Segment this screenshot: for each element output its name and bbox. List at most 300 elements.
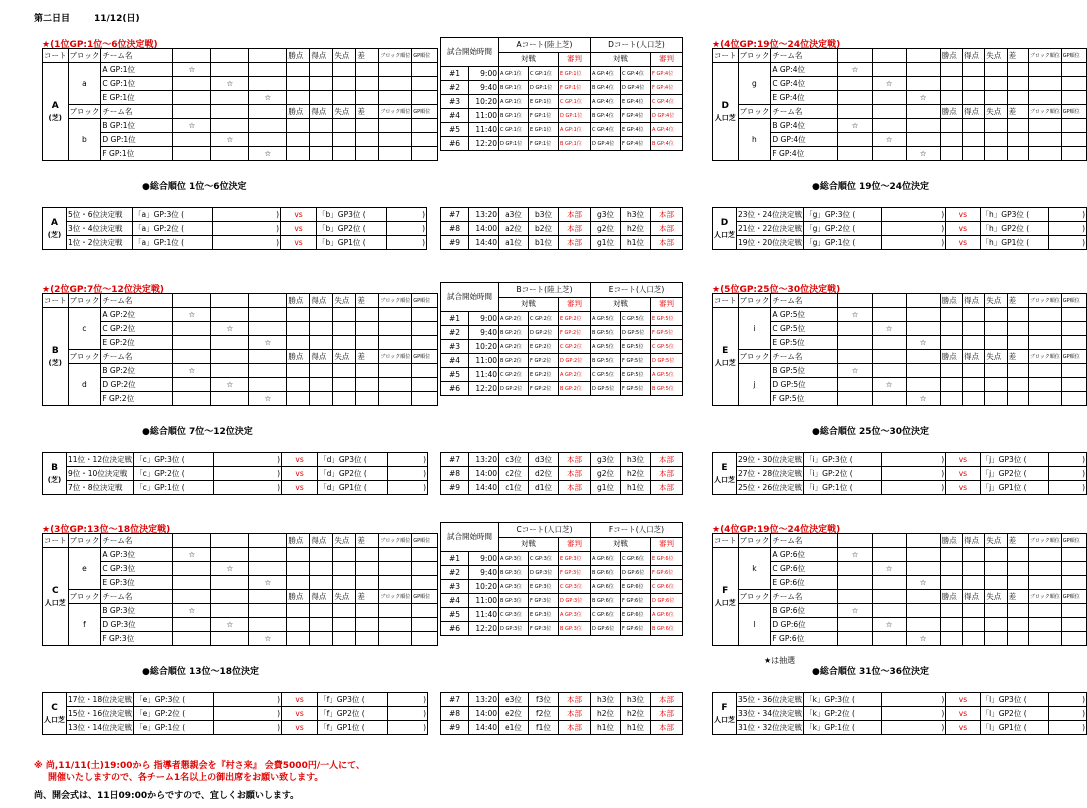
league-table [712,293,1087,406]
team-row [713,548,1087,562]
match-cell [906,63,940,77]
stat-cell [1028,147,1061,161]
final-left-close: ) [882,453,946,467]
referee: 本部 [651,208,683,222]
match-cell: ☆ [173,308,211,322]
start-time: 9:00 [469,67,499,81]
match-no: #3 [441,580,469,594]
stat-cell [1028,322,1061,336]
win-header: 勝点 [287,294,310,308]
stat-cell [963,77,985,91]
stat-cell [1007,77,1028,91]
ga-header: 失点 [985,49,1007,63]
team2: E GP:2位 [529,368,559,382]
team1: C GP:5位 [591,368,621,382]
team-row [43,119,438,133]
stat-cell [1061,308,1086,322]
stat-cell [985,322,1007,336]
team1: g3位 [591,453,621,467]
team1: e3位 [499,693,529,707]
stat-cell [940,77,962,91]
stat-cell [287,147,310,161]
court-header: コート [43,49,69,63]
final-label: 27位・28位決定戦 [737,467,804,481]
stat-cell [1028,392,1061,406]
vs-label: vs [946,208,980,222]
panel-title: ★(5位GP:25位〜30位決定戦) [712,285,841,295]
block-id: f [68,604,101,646]
stat-cell [333,548,356,562]
match-cell [211,364,249,378]
referee-header: 審判 [651,297,683,312]
match-no: #2 [441,81,469,95]
panel-title: ★(2位GP:7位〜12位決定戦) [42,285,164,295]
stat-cell [1061,576,1086,590]
match-no: #9 [441,236,469,250]
stat-cell [412,392,438,406]
win-header: 勝点 [287,49,310,63]
match-cell: ☆ [249,632,287,646]
gf-header: 得点 [963,105,985,119]
match-cell [906,308,940,322]
team2: E GP:2位 [529,340,559,354]
stat-cell [985,392,1007,406]
start-time: 10:20 [469,95,499,109]
match-cell: ☆ [838,548,872,562]
stat-cell [333,322,356,336]
team2: E GP:3位 [529,580,559,594]
final-left-close: ) [214,693,282,707]
team2: F GP:5位 [621,382,651,396]
block-header: ブロック [68,350,101,364]
start-time-header: 試合開始時間 [441,283,499,312]
match-no: #3 [441,95,469,109]
start-time: 10:20 [469,580,499,594]
gf-header: 得点 [963,590,985,604]
match-cell: ☆ [838,119,872,133]
final-row [713,467,1087,481]
schedule-row [441,137,683,151]
win-header: 勝点 [287,534,310,548]
match-header: 対戦 [499,52,559,67]
match-cell [249,308,287,322]
start-time: 9:40 [469,566,499,580]
stat-cell [287,632,310,646]
match-cell [249,364,287,378]
final-label: 7位・8位決定戦 [67,481,134,495]
final-right-close: ) [388,707,428,721]
team2: b2位 [529,222,559,236]
final-left-team: 「c」GP:2位 ( [134,467,214,481]
team-name: E GP:5位 [771,336,838,350]
stat-cell [356,632,379,646]
team-name: F GP:6位 [771,632,838,646]
referee: A GP:5位 [651,368,683,382]
block-rank-header: ブロック順位 [1028,590,1061,604]
stat-cell [1028,378,1061,392]
stat-cell [940,119,962,133]
team-row [43,91,438,105]
ga-header: 失点 [985,294,1007,308]
team2: E GP:4位 [621,95,651,109]
team-name: A GP:3位 [101,548,173,562]
final-left-close: ) [213,236,281,250]
match-cell: ☆ [173,604,211,618]
final-left-team: 「c」GP:1位 ( [134,481,214,495]
stat-cell [287,119,310,133]
match-cell: ☆ [249,576,287,590]
vs-label: vs [282,467,318,481]
start-time: 13:20 [469,693,499,707]
stat-cell [1007,133,1028,147]
block-rank-header: ブロック順位 [1028,105,1061,119]
team-name: F GP:3位 [101,632,173,646]
stat-cell [287,77,310,91]
final-right-close: ) [1049,481,1087,495]
start-time: 11:00 [469,594,499,608]
stat-cell [963,147,985,161]
diff-header: 差 [1007,590,1028,604]
stat-cell [1028,618,1061,632]
stat-cell [310,562,333,576]
schedule-row [441,95,683,109]
vs-label: vs [281,208,317,222]
final-left-close: ) [882,707,946,721]
team2: h2位 [621,222,651,236]
stat-cell [1061,604,1086,618]
match-no: #4 [441,354,469,368]
match-header: 対戦 [591,297,651,312]
stat-cell [356,604,379,618]
stat-cell [985,77,1007,91]
final-left-close: ) [882,467,946,481]
team1: h3位 [591,693,621,707]
stat-cell [985,91,1007,105]
final-right-team: 「f」GP2位 ( [318,707,388,721]
match-no: #1 [441,312,469,326]
referee-header: 審判 [559,537,591,552]
vs-label: vs [946,693,980,707]
team1: B GP:1位 [499,81,529,95]
referee: 本部 [559,721,591,735]
stat-cell [1028,364,1061,378]
stat-cell [1061,336,1086,350]
start-time: 11:40 [469,123,499,137]
stat-cell [310,604,333,618]
team1: g2位 [591,222,621,236]
team-header: チーム名 [771,590,838,604]
gp-rank-header: GP順位 [412,294,438,308]
stat-cell [333,147,356,161]
court2-header: Dコート(人口芝) [591,38,683,53]
team1: A GP:6位 [591,580,621,594]
match-cell [211,91,249,105]
stat-cell [356,147,379,161]
team1: D GP:5位 [591,382,621,396]
final-left-team: 「g」GP:2位 ( [804,222,882,236]
final-right-close: ) [1049,222,1087,236]
stat-cell [310,632,333,646]
stat-cell [1061,147,1086,161]
block-rank-header: ブロック順位 [379,590,412,604]
match-cell [173,392,211,406]
finals-court: D 人口芝 [713,208,737,250]
win-header: 勝点 [940,350,962,364]
panel-title: ★(4位GP:19位〜24位決定戦) [712,40,841,50]
start-time: 9:40 [469,81,499,95]
stat-cell [412,133,438,147]
final-right-close: ) [1049,236,1087,250]
stat-cell [333,576,356,590]
stat-cell [412,632,438,646]
court-header: コート [713,534,739,548]
stat-cell [310,147,333,161]
stat-cell [940,392,962,406]
stat-cell [940,322,962,336]
final-right-team: 「h」GP1位 ( [980,236,1049,250]
stat-cell [287,548,310,562]
team1: B GP:5位 [591,326,621,340]
court-header: コート [713,294,739,308]
stat-cell [1007,336,1028,350]
stat-cell [1061,63,1086,77]
match-cell: ☆ [211,378,249,392]
match-cell [173,91,211,105]
stat-cell [1028,77,1061,91]
gf-header: 得点 [310,105,333,119]
team-name: B GP:5位 [771,364,838,378]
stat-cell [287,562,310,576]
match-cell: ☆ [173,364,211,378]
finals-schedule-row [441,453,683,467]
page-date: 11/12(日) [94,14,140,24]
team2: E GP:6位 [621,580,651,594]
team2: D GP:6位 [621,566,651,580]
stat-cell [379,91,412,105]
stat-cell [940,308,962,322]
stat-cell [333,632,356,646]
final-label: 33位・34位決定戦 [737,707,804,721]
stat-cell [1028,63,1061,77]
block-id: h [738,119,771,161]
team1: A GP:6位 [591,552,621,566]
match-cell [838,77,872,91]
match-cell [872,336,906,350]
team1: a1位 [499,236,529,250]
stat-cell [985,562,1007,576]
team-row [713,308,1087,322]
team-row [43,322,438,336]
match-cell: ☆ [211,77,249,91]
court-cell: F 人口芝 [713,548,739,646]
gf-header: 得点 [963,49,985,63]
stat-cell [333,364,356,378]
block-rank-header: ブロック順位 [1028,350,1061,364]
final-left-team: 「e」GP:2位 ( [134,707,214,721]
final-left-close: ) [214,721,282,735]
league-table [42,293,438,406]
match-cell [838,632,872,646]
block-id: b [68,119,101,161]
team2: C GP:3位 [529,552,559,566]
referee: C GP:5位 [651,340,683,354]
final-right-close: ) [388,721,428,735]
stat-cell [985,364,1007,378]
finals-schedule-row [441,222,683,236]
block-rank-header: ブロック順位 [1028,534,1061,548]
panel-title: ★(4位GP:19位〜24位決定戦) [712,525,841,535]
referee: F GP:1位 [559,81,591,95]
stat-cell [1007,632,1028,646]
stat-cell [1028,562,1061,576]
team2: F GP:3位 [529,594,559,608]
referee: 本部 [559,222,591,236]
team-name: B GP:3位 [101,604,173,618]
referee: F GP:6位 [651,566,683,580]
stat-cell [310,336,333,350]
team2: C GP:5位 [621,312,651,326]
referee: A GP:3位 [559,608,591,622]
start-time: 9:00 [469,552,499,566]
referee-header: 審判 [651,537,683,552]
stat-cell [963,618,985,632]
match-cell [211,576,249,590]
match-cell [249,378,287,392]
stat-cell [940,548,962,562]
team-name: D GP:3位 [101,618,173,632]
final-row [43,208,427,222]
match-cell [906,133,940,147]
team1: C GP:3位 [499,608,529,622]
stat-cell [412,91,438,105]
stat-cell [412,336,438,350]
referee: 本部 [651,693,683,707]
final-row [713,236,1087,250]
team2: h3位 [621,693,651,707]
team1: B GP:4位 [591,109,621,123]
final-left-close: ) [213,222,281,236]
stat-cell [1028,576,1061,590]
stat-cell [333,119,356,133]
final-label: 9位・10位決定戦 [67,467,134,481]
match-cell [249,77,287,91]
stat-cell [379,336,412,350]
match-cell: ☆ [211,133,249,147]
overall-rank-caption: ●総合順位 31位〜36位決定 [812,667,930,677]
stat-cell [333,336,356,350]
team2: C GP:2位 [529,312,559,326]
referee-header: 審判 [559,297,591,312]
stat-cell [310,576,333,590]
final-right-team: 「f」GP3位 ( [318,693,388,707]
team2: C GP:6位 [621,552,651,566]
match-cell [211,308,249,322]
match-header: 対戦 [499,297,559,312]
final-label: 5位・6位決定戦 [67,208,133,222]
final-label: 15位・16位決定戦 [67,707,134,721]
vs-label: vs [281,236,317,250]
stat-cell [379,308,412,322]
team1: A GP:3位 [499,580,529,594]
stat-cell [963,378,985,392]
finals-table [712,207,1087,250]
final-row [713,453,1087,467]
stat-cell [1028,119,1061,133]
stat-cell [1061,364,1086,378]
ga-header: 失点 [333,49,356,63]
block-rank-header: ブロック順位 [379,49,412,63]
referee: F GP:4位 [651,81,683,95]
team2: F GP:1位 [529,137,559,151]
team1: c3位 [499,453,529,467]
final-left-team: 「a」GP:2位 ( [133,222,213,236]
match-cell: ☆ [173,548,211,562]
court-cell: E 人口芝 [713,308,739,406]
final-right-close: ) [388,481,428,495]
block-header: ブロック [68,294,101,308]
block-header: ブロック [68,534,101,548]
diff-header: 差 [356,294,379,308]
final-row [43,236,427,250]
gp-rank-header: GP順位 [1061,105,1086,119]
referee: C GP:1位 [559,95,591,109]
team-name: B GP:1位 [101,119,173,133]
match-cell [211,336,249,350]
match-cell [906,562,940,576]
final-right-team: 「d」GP3位 ( [318,453,388,467]
team-header: チーム名 [101,534,173,548]
match-cell [211,147,249,161]
referee: E GP:5位 [651,312,683,326]
match-cell [173,576,211,590]
stat-cell [963,548,985,562]
vs-label: vs [946,222,980,236]
team1: D GP:1位 [499,137,529,151]
team2: E GP:1位 [529,123,559,137]
team-name: A GP:4位 [771,63,838,77]
stat-cell [379,604,412,618]
vs-label: vs [282,707,318,721]
team-name: F GP:1位 [101,147,173,161]
stat-cell [985,632,1007,646]
team2: E GP:3位 [529,608,559,622]
start-time: 14:00 [469,222,499,236]
match-cell [906,618,940,632]
stat-cell [379,576,412,590]
match-cell [249,618,287,632]
gp-rank-header: GP順位 [1061,294,1086,308]
referee: F GP:2位 [559,326,591,340]
match-cell [906,378,940,392]
stat-cell [963,119,985,133]
team1: B GP:3位 [499,594,529,608]
final-left-close: ) [214,481,282,495]
stat-cell [1061,77,1086,91]
ga-header: 失点 [333,105,356,119]
block-id: e [68,548,101,590]
match-cell [872,632,906,646]
team-name: F GP:2位 [101,392,173,406]
finals-schedule-row [441,208,683,222]
final-right-close: ) [1049,707,1087,721]
team-name: D GP:6位 [771,618,838,632]
schedule-row [441,622,683,636]
stat-cell [1007,562,1028,576]
match-cell [838,392,872,406]
referee: E GP:1位 [559,67,591,81]
final-right-close: ) [387,222,427,236]
finals-table [712,692,1087,735]
